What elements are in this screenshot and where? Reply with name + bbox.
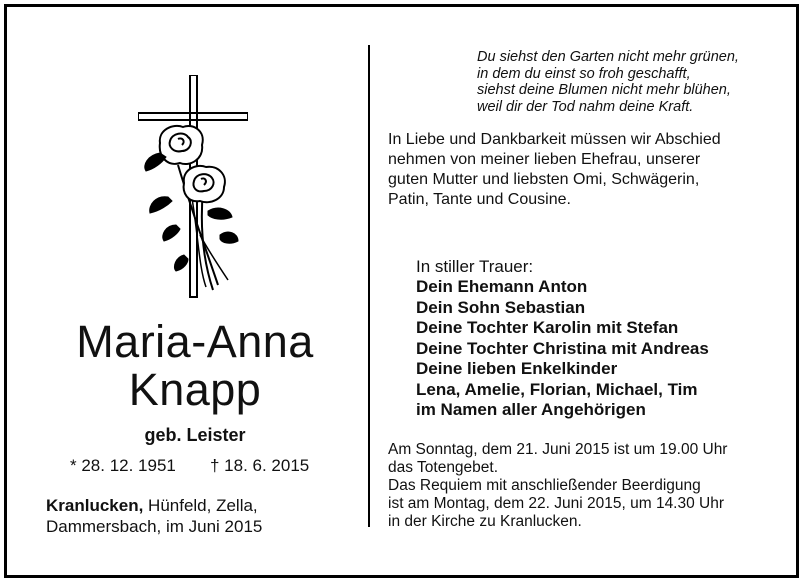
intro-text (388, 130, 778, 210)
service-info (388, 441, 727, 531)
mourner-line: Deine Tochter Karolin mit Stefan (416, 318, 679, 337)
service-line: ist am Montag, dem 22. Juni 2015, um 14.30 Uhr (388, 495, 725, 512)
place-line-2: Dammersbach, im Juni 2015 (46, 517, 263, 536)
cross-with-roses-icon (138, 75, 248, 300)
place-town: Kranlucken, (46, 496, 144, 515)
poem-line: Du siehst den Garten nicht mehr grünen, (477, 49, 739, 65)
mourner-line: im Namen aller Angehörigen (416, 400, 646, 419)
intro-line: In Liebe und Dankbarkeit müssen wir Abschied (388, 131, 721, 148)
poem-line: siehst deine Blumen nicht mehr blühen, (477, 82, 731, 98)
mourner-line: Dein Ehemann Anton (416, 277, 588, 296)
poem-line: in dem du einst so froh geschafft, (477, 65, 691, 82)
mourner-line: Lena, Amelie, Florian, Michael, Tim (416, 379, 698, 399)
intro-line: nehmen von meiner lieben Ehefrau, unserer (388, 151, 701, 168)
mourner-line: Deine lieben Enkelkinder (416, 359, 618, 378)
intro-line: Patin, Tante und Cousine. (388, 191, 571, 208)
mourning-title: In stiller Trauer: (416, 257, 534, 276)
place-and-date (46, 495, 262, 537)
mourners-list (416, 277, 709, 421)
service-line: in der Kirche zu Kranlucken. (388, 513, 582, 530)
mourner-line: Deine Tochter Christina mit Andreas (416, 338, 709, 358)
birth-date: * 28. 12. 1951 (70, 456, 176, 475)
service-line: das Totengebet. (388, 459, 499, 476)
death-date: † 18. 6. 2015 (210, 456, 310, 475)
maiden-name: geb. Leister (144, 425, 246, 445)
place-rest: Hünfeld, Zella, (143, 496, 258, 515)
intro-line: guten Mutter und liebsten Omi, Schwägerin, (388, 171, 700, 188)
mourner-line: Dein Sohn Sebastian (416, 297, 586, 317)
column-divider (368, 45, 370, 527)
poem-line: weil dir der Tod nahm deine Kraft. (477, 98, 694, 115)
service-line: Das Requiem mit anschließender Beerdigung (388, 477, 701, 494)
poem (477, 49, 739, 115)
deceased-last-name: Knapp (128, 364, 262, 415)
deceased-first-name: Maria-Anna (76, 316, 314, 367)
service-line: Am Sonntag, dem 21. Juni 2015 ist um 19.00 Uhr (388, 441, 728, 458)
